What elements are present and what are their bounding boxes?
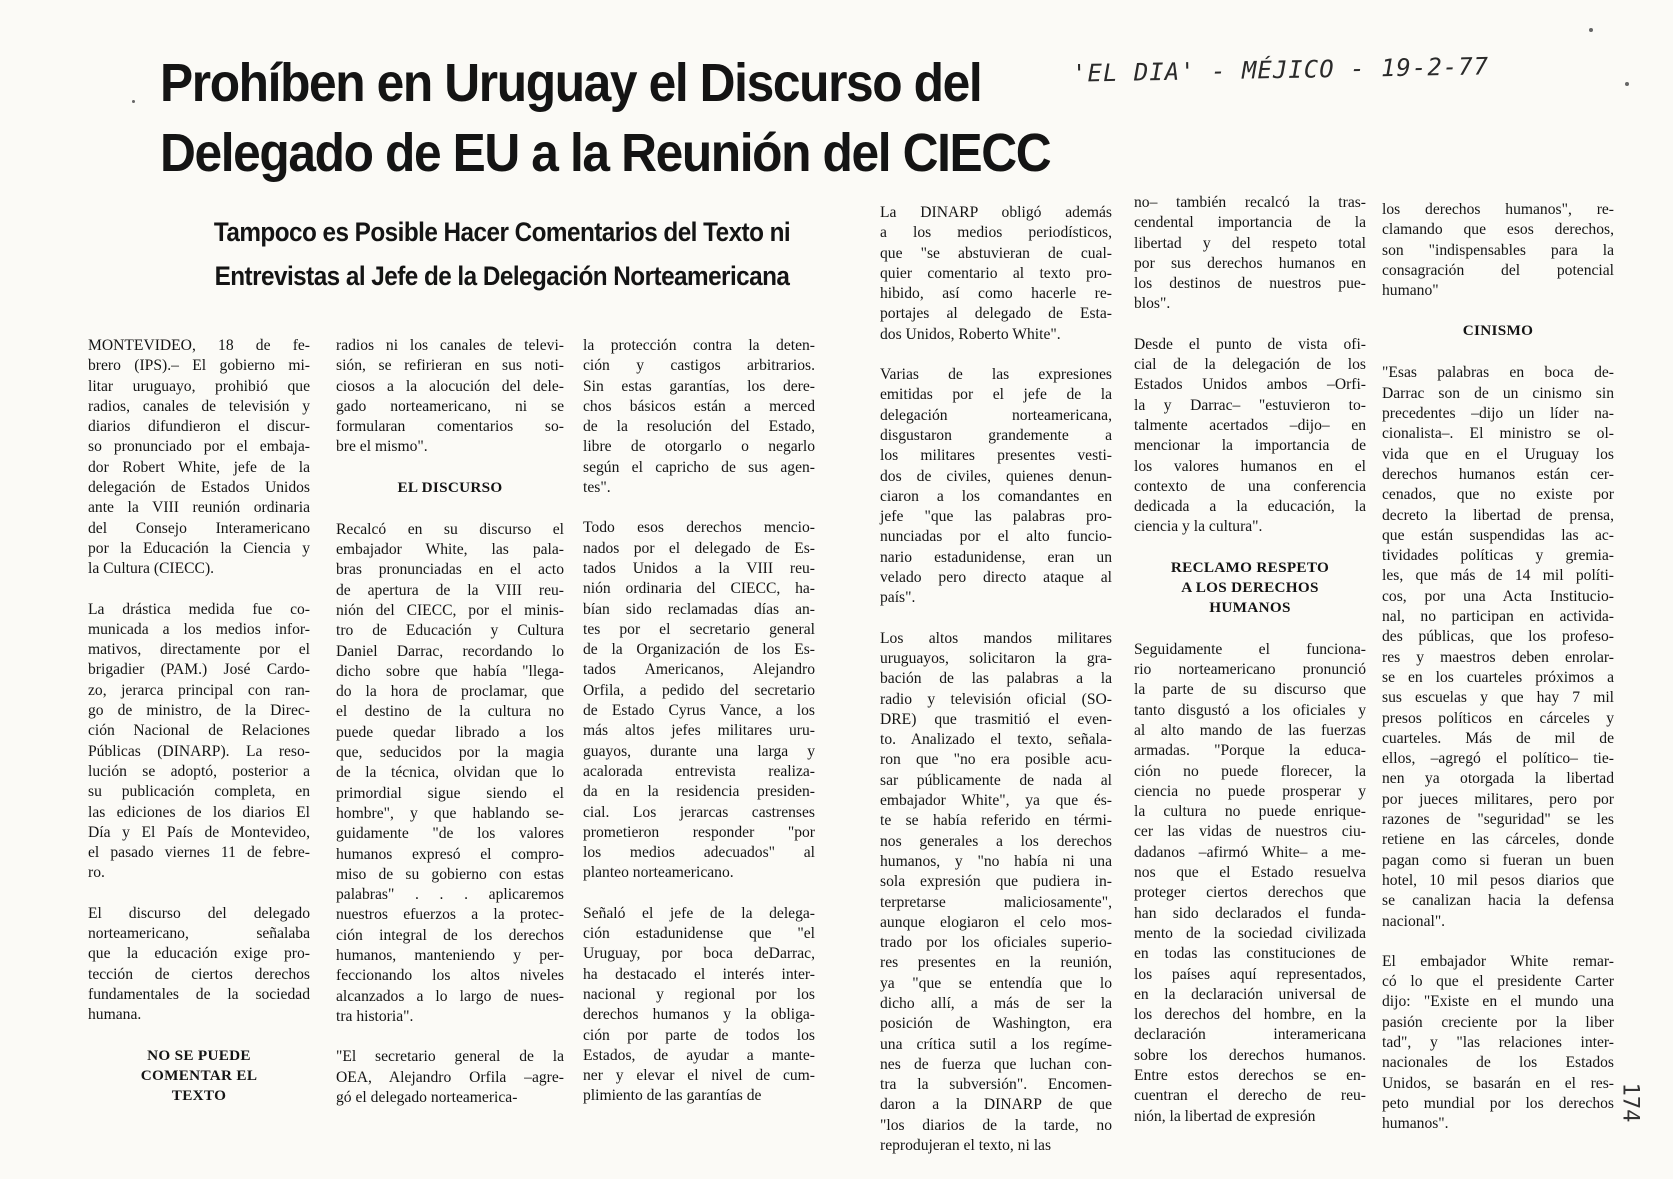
text-line: en todas las constituciones de bbox=[1134, 945, 1366, 963]
text-line: to. Analizado el texto, señala- bbox=[880, 731, 1112, 749]
text-line: ciaron a los comandantes en bbox=[880, 487, 1112, 505]
text-line: El embajador White remar- bbox=[1382, 952, 1614, 970]
subhead-line: HUMANOS bbox=[1209, 598, 1291, 616]
text-line: vida que en el Uruguay los bbox=[1382, 445, 1614, 463]
paragraph bbox=[583, 336, 815, 498]
text-line: reprodujeran el texto, ni las bbox=[880, 1137, 1052, 1155]
text-line: las ediciones de los diarios El bbox=[88, 803, 310, 821]
text-line: los países aquí representados, bbox=[1134, 965, 1366, 983]
text-line: Desde el punto de vista ofi- bbox=[1134, 335, 1366, 353]
text-line: consagración del potencial bbox=[1382, 261, 1614, 279]
paper-speck bbox=[132, 100, 135, 103]
subhead-line: COMENTAR EL bbox=[140, 1066, 258, 1084]
text-line: ción Nacional de Relaciones bbox=[88, 722, 310, 740]
text-line: cionalista–. El ministro se ol- bbox=[1382, 425, 1614, 443]
text-line: retiene en las cárceles, donde bbox=[1382, 831, 1614, 849]
text-line: sión, se refirieran en sus noti- bbox=[336, 357, 564, 375]
column-4 bbox=[880, 203, 1112, 1176]
text-line: dor Robert White, jefe de la bbox=[88, 458, 310, 476]
text-line: Orfila, a pedido del secretario bbox=[583, 681, 815, 699]
text-line: cial. Los jerarcas castrenses bbox=[583, 803, 815, 821]
text-line: el pasado viernes 11 de febre- bbox=[88, 844, 310, 862]
text-line: nacional y regional por los bbox=[583, 985, 815, 1003]
text-line: feccionando los altos niveles bbox=[336, 967, 564, 985]
text-line: nión, la libertad de expresión bbox=[1134, 1107, 1316, 1125]
text-line: pasión creciente por la liber bbox=[1382, 1013, 1614, 1031]
text-line: dicho allí, a más de ser la bbox=[880, 994, 1112, 1012]
text-line: Estados, de ayudar a mante- bbox=[583, 1046, 815, 1064]
text-line: guayos, durante una larga y bbox=[583, 742, 815, 760]
paragraph bbox=[1134, 335, 1366, 538]
text-line: dos de civiles, quienes denun- bbox=[880, 467, 1112, 485]
text-line: presos políticos en cárceles y bbox=[1382, 709, 1614, 727]
paragraph bbox=[1382, 200, 1614, 301]
text-line: Recalcó en su discurso el bbox=[336, 520, 564, 538]
text-line: más altos jefes militares uru- bbox=[583, 722, 815, 740]
text-line: puede quedar librado a los bbox=[336, 723, 564, 741]
text-line: los derechos humanos", re- bbox=[1382, 201, 1614, 218]
text-line: ción estadunidense que "el bbox=[583, 925, 815, 943]
text-line: cuarteles. Más de mil de bbox=[1382, 729, 1614, 747]
text-line: emitidas por el jefe de la bbox=[880, 386, 1112, 404]
text-line: dos Unidos, Roberto White". bbox=[880, 325, 1061, 343]
paragraph bbox=[336, 1047, 564, 1108]
text-line: tad", y "las relaciones inter- bbox=[1382, 1033, 1614, 1051]
headline-line-1: Prohíben en Uruguay el Discurso del bbox=[160, 53, 982, 113]
text-line: derechos humanos y la obliga- bbox=[583, 1006, 815, 1024]
text-line: ron que "no era posible acu- bbox=[880, 751, 1112, 769]
text-line: nunciadas por el alto funcio- bbox=[880, 528, 1112, 546]
column-3-body bbox=[583, 336, 815, 1107]
subhead-line: RECLAMO RESPETO bbox=[1170, 558, 1330, 576]
paper-speck bbox=[1589, 28, 1593, 32]
text-line: nen ya otorgada la libertad bbox=[1382, 770, 1614, 788]
paragraph bbox=[1382, 952, 1614, 1135]
text-line: mencionar la importancia de bbox=[1134, 437, 1366, 455]
text-line: ya "que se entendía que lo bbox=[880, 974, 1112, 992]
text-line: gado norteamericano, ni se bbox=[336, 397, 564, 415]
text-line: tados Unidos a la VIII reu- bbox=[583, 559, 815, 577]
text-line: aunque elogiaron el celo mos- bbox=[880, 913, 1112, 931]
text-line: nes de fuerza que luchan con- bbox=[880, 1055, 1112, 1073]
text-line: jefe "que las palabras pro- bbox=[880, 508, 1112, 526]
text-line: libertad y del respeto total bbox=[1134, 234, 1366, 252]
deck-line-2: Entrevistas al Jefe de la Delegación Norteamericana bbox=[214, 261, 790, 291]
text-line: bre el mismo". bbox=[336, 438, 428, 456]
text-line: lución se adoptó, posterior a bbox=[88, 762, 310, 780]
paragraph bbox=[1134, 193, 1366, 315]
column-3 bbox=[583, 336, 815, 1127]
text-line: alcanzados a lo largo de nues- bbox=[336, 987, 564, 1005]
text-line: nos generales a los derechos bbox=[880, 832, 1112, 850]
column-1 bbox=[88, 336, 310, 1128]
text-line: brero (IPS).– El gobierno mi- bbox=[88, 357, 310, 375]
text-line: sobre los derechos humanos. bbox=[1134, 1046, 1366, 1064]
text-line: terpretarse maliciosamente", bbox=[880, 893, 1112, 911]
paragraph bbox=[583, 904, 815, 1107]
text-line: talmente acertados –dijo– en bbox=[1134, 416, 1366, 434]
paragraph bbox=[583, 518, 815, 883]
text-line: ciosos a la alocución del dele- bbox=[336, 377, 564, 395]
subhead-cinismo: CINISMO bbox=[1462, 322, 1534, 340]
text-line: humanos expresó el compro- bbox=[336, 845, 564, 863]
text-line: planteo norteamericano. bbox=[583, 864, 734, 882]
column-6 bbox=[1382, 200, 1614, 1154]
text-line: Día y El País de Montevideo, bbox=[88, 823, 310, 841]
text-line: humana. bbox=[88, 1006, 142, 1024]
text-line: nión ordinaria del CIECC, ha- bbox=[583, 580, 815, 598]
text-line: Uruguay, por boca deDarrac, bbox=[583, 945, 815, 963]
text-line: una crítica sutil a los regíme- bbox=[880, 1035, 1112, 1053]
text-line: fundamentales de la sociedad bbox=[88, 985, 310, 1003]
text-line: Entre estos derechos se en- bbox=[1134, 1066, 1366, 1084]
text-line: "El secretario general de la bbox=[336, 1048, 564, 1066]
text-line: OEA, Alejandro Orfila –agre- bbox=[336, 1068, 564, 1086]
text-line: se en los cuarteles próximos a bbox=[1382, 668, 1614, 686]
handwritten-page-number: 174 bbox=[1617, 1082, 1643, 1123]
text-line: ante la VIII reunión ordinaria bbox=[88, 499, 310, 517]
subhead-reclamo-respeto bbox=[1134, 558, 1366, 618]
text-line: país". bbox=[880, 589, 916, 607]
text-line: ellos, –agregó el político– tie- bbox=[1382, 750, 1614, 768]
text-line: no– también recalcó la tras- bbox=[1134, 194, 1366, 211]
text-line: chos básicos están a merced bbox=[583, 397, 815, 415]
text-line: razones de "seguridad" se les bbox=[1382, 811, 1614, 829]
text-line: daron a la DINARP de que bbox=[880, 1096, 1112, 1114]
text-line: los destinos de nuestros pue- bbox=[1134, 275, 1366, 293]
text-line: uruguayos, solicitaron la gra- bbox=[880, 649, 1112, 667]
column-5-body-b bbox=[1134, 640, 1366, 1127]
text-line: te se había referido en térmi- bbox=[880, 812, 1112, 830]
text-line: tes". bbox=[583, 479, 611, 497]
text-line: cendental importancia de la bbox=[1134, 214, 1366, 232]
text-line: al alto mando de las fuerzas bbox=[1134, 721, 1366, 739]
text-line: de la técnica, olvidan que lo bbox=[336, 764, 564, 782]
text-line: nión del CIECC, por el minis- bbox=[336, 601, 564, 619]
text-line: velado pero directo ataque al bbox=[880, 569, 1112, 587]
text-line: ción integral de los derechos bbox=[336, 926, 564, 944]
text-line: so pronunciado por el embaja- bbox=[88, 438, 310, 456]
paragraph bbox=[88, 336, 310, 580]
text-line: proteger ciertos derechos que bbox=[1134, 884, 1366, 902]
paragraph bbox=[880, 629, 1112, 1157]
text-line: pagan como si fueran un buen bbox=[1382, 851, 1614, 869]
text-line: Los altos mandos militares bbox=[880, 629, 1112, 647]
text-line: del Consejo Interamericano bbox=[88, 519, 310, 537]
text-line: cos, por una Acta Institucio- bbox=[1382, 587, 1614, 605]
paragraph bbox=[1382, 363, 1614, 931]
text-line: litar uruguayo, prohibió que bbox=[88, 377, 310, 395]
text-line: decreto la libertad de prensa, bbox=[1382, 506, 1614, 524]
text-line: La drástica medida fue co- bbox=[88, 600, 310, 618]
text-line: según el capricho de sus agen- bbox=[583, 458, 815, 476]
text-line: tección de ciertos derechos bbox=[88, 965, 310, 983]
text-line: humanos, y "no había ni una bbox=[880, 852, 1112, 870]
text-line: cial de la delegación de los bbox=[1134, 356, 1366, 374]
text-line: quier comentario al texto pro- bbox=[880, 264, 1112, 282]
text-line: da en la residencia presiden- bbox=[583, 783, 815, 801]
text-line: MONTEVIDEO, 18 de fe- bbox=[88, 337, 310, 354]
paragraph bbox=[336, 520, 564, 1027]
text-line: ner y elevar el nivel de cum- bbox=[583, 1067, 815, 1085]
text-line: do la hora de proclamar, que bbox=[336, 683, 564, 701]
text-line: disgustaron grandemente a bbox=[880, 426, 1112, 444]
column-5-body-a bbox=[1134, 193, 1366, 538]
text-line: contexto de una conferencia bbox=[1134, 477, 1366, 495]
text-line: posición de Washington, era bbox=[880, 1015, 1112, 1033]
paragraph bbox=[336, 336, 564, 458]
text-line: delegación norteamericana, bbox=[880, 406, 1112, 424]
text-line: delegación de Estados Unidos bbox=[88, 479, 310, 497]
text-line: el destino de la cultura no bbox=[336, 703, 564, 721]
text-line: bación de las palabras a la bbox=[880, 670, 1112, 688]
text-line: tra la subversión". Encomen- bbox=[880, 1076, 1112, 1094]
text-line: acalorada entrevista realiza- bbox=[583, 762, 815, 780]
paragraph bbox=[880, 203, 1112, 345]
text-line: dadanos –afirmó White– a me- bbox=[1134, 843, 1366, 861]
text-line: la cultura no puede enrique- bbox=[1134, 803, 1366, 821]
text-line: hombre", y que hablando se- bbox=[336, 804, 564, 822]
text-line: embajador White", ya que és- bbox=[880, 792, 1112, 810]
text-line: sar públicamente de nada al bbox=[880, 771, 1112, 789]
text-line: que están suspendidas las ac- bbox=[1382, 526, 1614, 544]
subhead-no-se-puede bbox=[88, 1046, 310, 1106]
text-line: la y Darrac– "estuvieron to- bbox=[1134, 396, 1366, 414]
text-line: nacional". bbox=[1382, 912, 1446, 930]
text-line: Varias de las expresiones bbox=[880, 366, 1112, 384]
text-line: de la resolución del Estado, bbox=[583, 418, 815, 436]
text-line: nal, no participan en activida- bbox=[1382, 608, 1614, 626]
text-line: por jueces militares, pero por bbox=[1382, 790, 1614, 808]
text-line: guidamente "de los valores bbox=[336, 825, 564, 843]
text-line: dicho sobre que había "llega- bbox=[336, 662, 564, 680]
text-line: municada a los medios infor- bbox=[88, 620, 310, 638]
text-line: ción no puede florecer, la bbox=[1134, 762, 1366, 780]
text-line: prometieron responder "por bbox=[583, 823, 815, 841]
text-line: la parte de su discurso que bbox=[1134, 681, 1366, 699]
text-line: por sus derechos humanos en bbox=[1134, 254, 1366, 272]
text-line: portajes al delegado de Esta- bbox=[880, 305, 1112, 323]
paragraph bbox=[880, 365, 1112, 609]
text-line: ción por parte de todos los bbox=[583, 1026, 815, 1044]
text-line: los militares presentes vesti- bbox=[880, 447, 1112, 465]
text-line: des públicas, que los profeso- bbox=[1382, 628, 1614, 646]
text-line: hibido, así como hacerle re- bbox=[880, 285, 1112, 303]
text-line: embajador White, las pala- bbox=[336, 541, 564, 559]
text-line: sus escuelas y que hay 7 mil bbox=[1382, 689, 1614, 707]
text-line: nuestros efuerzos a la protec- bbox=[336, 906, 564, 924]
text-line: precedentes –dijo un líder na- bbox=[1382, 405, 1614, 423]
text-line: res y maestros deben enrolar- bbox=[1382, 648, 1614, 666]
text-line: Seguidamente el funciona- bbox=[1134, 640, 1366, 658]
text-line: armadas. "Porque la educa- bbox=[1134, 742, 1366, 760]
text-line: los valores humanos en el bbox=[1134, 457, 1366, 475]
column-5 bbox=[1134, 193, 1366, 1147]
text-line: dijo: "Existe en el mundo una bbox=[1382, 993, 1614, 1011]
text-line: norteamericano, señalaba bbox=[88, 925, 310, 943]
text-line: radios, canales de televisión y bbox=[88, 397, 310, 415]
column-6-body-b bbox=[1382, 363, 1614, 1134]
column-2-body-a bbox=[336, 336, 564, 458]
text-line: Estados Unidos ambos –Orfi- bbox=[1134, 376, 1366, 394]
text-line: les, que más de 14 mil políti- bbox=[1382, 567, 1614, 585]
text-line: declaración interamericana bbox=[1134, 1026, 1366, 1044]
subheadline-deck bbox=[178, 210, 826, 298]
text-line: los derechos del hombre, en la bbox=[1134, 1006, 1366, 1024]
text-line: blos". bbox=[1134, 295, 1171, 313]
text-line: "los diarios de la tarde, no bbox=[880, 1116, 1112, 1134]
text-line: derechos humanos están cer- bbox=[1382, 465, 1614, 483]
text-line: cuentran el derecho de reu- bbox=[1134, 1087, 1366, 1105]
text-line: DRE) que trasmitió el even- bbox=[880, 710, 1112, 728]
text-line: que, seducidos por la magia bbox=[336, 744, 564, 762]
text-line: "Esas palabras en boca de- bbox=[1382, 364, 1614, 382]
text-line: nos que el Estado resuelva bbox=[1134, 864, 1366, 882]
text-line: tro de Educación y Cultura bbox=[336, 622, 564, 640]
text-line: palabras" . . . aplicaremos bbox=[336, 886, 564, 904]
text-line: hotel, 10 mil pesos diarios que bbox=[1382, 871, 1614, 889]
text-line: plimiento de las garantías de bbox=[583, 1087, 762, 1105]
text-line: Señaló el jefe de la delega- bbox=[583, 904, 815, 922]
text-line: El discurso del delegado bbox=[88, 904, 310, 922]
text-line: ciencia no puede prosperar y bbox=[1134, 782, 1366, 800]
text-line: tanto disgustó a los oficiales y bbox=[1134, 701, 1366, 719]
column-4-body bbox=[880, 203, 1112, 1156]
text-line: nacionales de los Estados bbox=[1382, 1054, 1614, 1072]
text-line: humano" bbox=[1382, 282, 1439, 300]
text-line: Darrac son de un cinismo sin bbox=[1382, 384, 1614, 402]
text-line: son "indispensables para la bbox=[1382, 241, 1614, 259]
text-line: mento de la sociedad civilizada bbox=[1134, 924, 1366, 942]
text-line: ro. bbox=[88, 864, 105, 882]
subhead-el-discurso: EL DISCURSO bbox=[397, 478, 503, 496]
text-line: La DINARP obligó además bbox=[880, 204, 1112, 221]
text-line: la protección contra la deten- bbox=[583, 337, 815, 354]
text-line: brigadier (PAM.) José Cardo- bbox=[88, 661, 310, 679]
subhead-line: TEXTO bbox=[171, 1086, 227, 1104]
column-6-body-a bbox=[1382, 200, 1614, 301]
text-line: que la educación exige pro- bbox=[88, 945, 310, 963]
headline-line-2: Delegado de EU a la Reunión del CIECC bbox=[160, 123, 1051, 183]
text-line: clamando que esos derechos, bbox=[1382, 221, 1614, 239]
text-line: sola expresión que pudiera in- bbox=[880, 873, 1112, 891]
text-line: cenados, que no existe por bbox=[1382, 486, 1614, 504]
text-line: nados por el delegado de Es- bbox=[583, 539, 815, 557]
text-line: tados Americanos, Alejandro bbox=[583, 661, 815, 679]
handwritten-source-note: 'EL DIA' - MÉJICO - 19-2-77 bbox=[1071, 52, 1490, 88]
text-line: Unidos, se basarán en el res- bbox=[1382, 1074, 1614, 1092]
text-line: dedicada a la educación, la bbox=[1134, 498, 1366, 516]
text-line: diarios difundieron el discur- bbox=[88, 418, 310, 436]
text-line: se canalizan hacia la defensa bbox=[1382, 892, 1614, 910]
text-line: zo, jerarca principal con ran- bbox=[88, 681, 310, 699]
text-line: nario estadunidense, eran un bbox=[880, 548, 1112, 566]
text-line: ha destacado el interés inter- bbox=[583, 965, 815, 983]
text-line: rio norteamericano pronunció bbox=[1134, 661, 1366, 679]
text-line: a los medios periodísticos, bbox=[880, 224, 1112, 242]
text-line: en la declaración universal de bbox=[1134, 985, 1366, 1003]
text-line: peto mundial por los derechos bbox=[1382, 1094, 1614, 1112]
text-line: cer las vidas de nuestros ciu- bbox=[1134, 823, 1366, 841]
text-line: su publicación completa, en bbox=[88, 783, 310, 801]
column-2-body-b bbox=[336, 520, 564, 1108]
text-line: Públicas (DINARP). La reso- bbox=[88, 742, 310, 760]
text-line: tividades políticas y gremia- bbox=[1382, 547, 1614, 565]
paragraph bbox=[88, 904, 310, 1026]
text-line: gó el delegado norteamerica- bbox=[336, 1088, 518, 1106]
text-line: formularan comentarios so- bbox=[336, 418, 564, 436]
text-line: tes por el secretario general bbox=[583, 620, 815, 638]
text-line: ción y castigos arbitrarios. bbox=[583, 357, 815, 375]
text-line: humanos, manteniendo y per- bbox=[336, 947, 564, 965]
text-line: libre de otorgarlo o negarlo bbox=[583, 438, 815, 456]
text-line: Sin estas garantías, los dere- bbox=[583, 377, 815, 395]
text-line: bras pronunciadas en el acto bbox=[336, 561, 564, 579]
text-line: Todo esos derechos mencio- bbox=[583, 519, 815, 537]
text-line: han sido declarados el funda- bbox=[1134, 904, 1366, 922]
text-line: humanos". bbox=[1382, 1115, 1449, 1133]
text-line: Daniel Darrac, recordando lo bbox=[336, 642, 564, 660]
text-line: tra historia". bbox=[336, 1007, 414, 1025]
text-line: los medios adecuados" al bbox=[583, 844, 815, 862]
headline bbox=[160, 48, 1051, 188]
text-line: de apertura de la VIII reu- bbox=[336, 581, 564, 599]
text-line: que "se abstuvieran de cual- bbox=[880, 244, 1112, 262]
text-line: radios ni los canales de televi- bbox=[336, 337, 564, 354]
text-line: mativos, directamente por el bbox=[88, 641, 310, 659]
text-line: miso de su gobierno con estas bbox=[336, 865, 564, 883]
text-line: de Estado Cyrus Vance, a los bbox=[583, 702, 815, 720]
deck-line-1: Tampoco es Posible Hacer Comentarios del Texto ni bbox=[213, 217, 791, 247]
text-line: la Cultura (CIECC). bbox=[88, 560, 215, 578]
text-line: go de ministro, de la Direc- bbox=[88, 702, 310, 720]
text-line: radio y televisión oficial (SO- bbox=[880, 690, 1112, 708]
text-line: bían sido reclamadas días an- bbox=[583, 600, 815, 618]
text-line: res presentes en la reunión, bbox=[880, 954, 1112, 972]
subhead-line: NO SE PUEDE bbox=[147, 1046, 251, 1064]
column-2 bbox=[336, 336, 564, 1128]
text-line: de la Organización de los Es- bbox=[583, 641, 815, 659]
text-line: có lo que el presidente Carter bbox=[1382, 973, 1614, 991]
paragraph bbox=[1134, 640, 1366, 1127]
paragraph bbox=[88, 600, 310, 884]
subhead-line: A LOS DERECHOS bbox=[1181, 578, 1319, 596]
column-1-body bbox=[88, 336, 310, 1026]
paper-speck bbox=[1625, 82, 1629, 86]
text-line: ciencia y la cultura". bbox=[1134, 518, 1263, 536]
text-line: trado por los oficiales superio- bbox=[880, 934, 1112, 952]
text-line: por la Educación la Ciencia y bbox=[88, 539, 310, 557]
text-line: primordial sigue siendo el bbox=[336, 784, 564, 802]
